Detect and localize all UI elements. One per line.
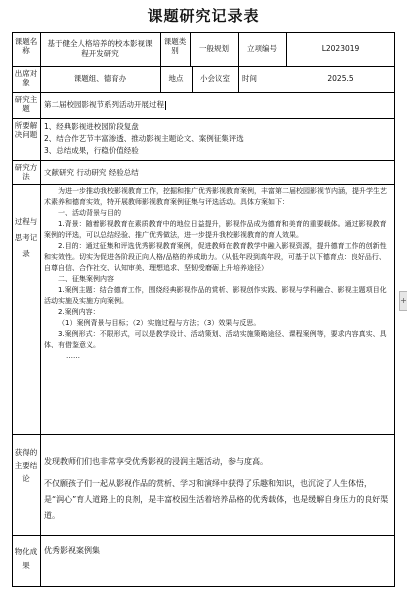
process-paragraph: 1.背景：随着影视教育在素质教育中的地位日益提升，影视作品成为德育和美育的重要载体。通过影视教育案例的评选，可以总结经验、推广优秀做法，进一步提升我校影视教育的育人效果。 — [44, 220, 387, 239]
location-value: 小会议室 — [200, 74, 230, 83]
process-content — [44, 186, 390, 362]
row-divider — [12, 160, 395, 161]
category-label: 课题类别 — [163, 37, 187, 55]
theme-value[interactable]: 第二届校园影视节系列活动开展过程 — [44, 100, 164, 109]
gains-content — [44, 454, 390, 524]
location-label: 地点 — [168, 74, 184, 83]
process-paragraph: （1）案例背景与目标；（2）实施过程与方法；（3）效果与反思。 — [58, 319, 261, 327]
attendees-label: 出席对象 — [14, 69, 38, 87]
process-heading: 一、活动背景与目的 — [58, 209, 121, 217]
problems-label: 所要解决问题 — [14, 121, 38, 139]
problem-item: 2、结合作艺节丰富渗透、推动影视主题论文、案例征集评选 — [44, 134, 244, 143]
row-divider — [12, 535, 395, 536]
row-divider — [12, 184, 395, 185]
process-paragraph: 3.案例形式：不限形式，可以是教学设计、活动策划、活动实施策略途径、课程案例等，要求内容真实、具体、有借鉴意义。 — [44, 330, 387, 349]
process-paragraph: 1.案例主题：结合德育工作，围绕经典影视作品的赏析、影视创作实践、影视与学科融合、影视主题项目化活动实施及实施方向案例。 — [44, 286, 387, 305]
number-value: L2023019 — [321, 44, 360, 53]
process-heading: 二、征集案例内容 — [58, 275, 114, 283]
number-label: 立项编号 — [247, 44, 277, 53]
gains-paragraph: 不仅願孩子们一起从影视作品的赏析、学习和演绎中获得了乐趣和知识，也沉淀了人生体悟，是“润心”育人道路上的良剂，是丰富校园生活着培养品格的优秀载体，也是缓解自身压力的良好渠道。 — [44, 479, 389, 520]
column-divider — [40, 32, 41, 587]
theme-value-wrap[interactable] — [44, 100, 166, 110]
text-cursor — [165, 101, 166, 110]
problem-item: 1、经典影视进校园阶段复盘 — [44, 122, 139, 131]
topic-label: 课题名称 — [14, 37, 38, 55]
page-title: 课题研究记录表 — [147, 7, 260, 25]
results-label: 物化成果 — [14, 547, 38, 570]
process-ellipsis: …… — [66, 352, 80, 360]
time-label: 时间 — [242, 74, 257, 83]
process-label: 过程与思考记录 — [14, 217, 38, 258]
results-value: 优秀影视案例集 — [44, 546, 100, 555]
row-divider — [12, 434, 395, 435]
attendees-value: 课题组、德育办 — [73, 74, 127, 83]
problem-item: 3、总结成果，行稳价值经验 — [44, 146, 139, 155]
method-value: 文献研究 行动研究 经验总结 — [44, 168, 139, 177]
process-paragraph: 为进一步推动我校影视教育工作，挖掘和推广优秀影视教育案例，丰富第二届校园影视节内涵，提升学生艺术素养和德育实效，特开展教师影视教育案例征集与评选活动。具体方案如下： — [44, 187, 387, 206]
row-divider — [12, 66, 395, 67]
gains-paragraph: 发现教师们们也非常享受优秀影视的浸润主题活动，参与度高。 — [44, 457, 268, 466]
time-value: 2025.5 — [327, 74, 354, 83]
method-label: 研究方法 — [14, 163, 38, 181]
topic-value: 基于健全人格培养的校本影视课程开发研究 — [47, 39, 153, 58]
row-divider — [12, 92, 395, 93]
theme-label: 研究主题 — [14, 95, 38, 113]
problems-list — [44, 121, 389, 157]
side-expand-tab[interactable]: + — [399, 291, 407, 311]
process-paragraph: 2.目的：通过征集和评选优秀影视教育案例，促进教师在教育教学中融入影视资源，提升德育工作的创新性和实效性。切实为促进各阶段正向人格/品格的养成助力。（从低年段到高年段，可基于以下德育点：良好品行、自尊自信、合作社交、认知审美、理想追求、坚韧受磨砺上升培养途径） — [44, 242, 387, 272]
column-divider — [238, 32, 239, 92]
gains-label: 获得的主要结论 — [14, 448, 38, 483]
row-divider — [12, 118, 395, 119]
category-value: 一般规划 — [199, 44, 229, 53]
process-paragraph: 2.案例内容： — [58, 308, 100, 316]
